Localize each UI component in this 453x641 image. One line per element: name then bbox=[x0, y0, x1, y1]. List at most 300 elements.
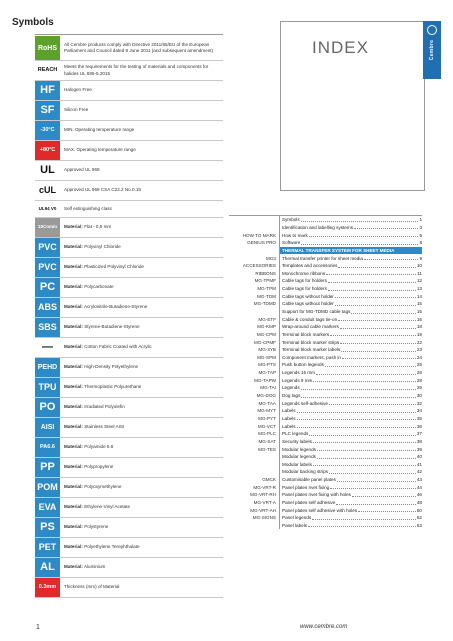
toc-row[interactable] bbox=[229, 277, 422, 285]
toc-title: Panel plates rivet fixing bbox=[282, 484, 330, 490]
toc-entry bbox=[279, 224, 422, 232]
toc-row[interactable] bbox=[229, 430, 422, 438]
symbol-description bbox=[60, 484, 223, 490]
symbol-description bbox=[60, 584, 223, 590]
toc-row[interactable] bbox=[229, 269, 422, 277]
toc-title: Terminal block marker strips bbox=[282, 339, 340, 345]
toc-entry bbox=[279, 392, 422, 400]
toc-page-number: 36 bbox=[416, 423, 422, 429]
toc-title: Panel plates self adhesive bbox=[282, 500, 336, 506]
symbol-badge: EVA bbox=[35, 498, 60, 517]
symbol-badge: SF bbox=[35, 101, 60, 120]
symbols-list bbox=[35, 36, 223, 598]
toc-row[interactable] bbox=[229, 239, 422, 247]
symbol-description bbox=[60, 147, 223, 153]
toc-row[interactable] bbox=[229, 331, 422, 339]
toc-page-number: 43 bbox=[416, 477, 422, 483]
toc-entry bbox=[279, 369, 422, 377]
table-of-contents bbox=[229, 215, 422, 529]
toc-row[interactable] bbox=[229, 461, 422, 469]
symbol-row bbox=[35, 378, 223, 398]
symbol-badge: ABS bbox=[35, 298, 60, 317]
symbol-text: Irradiated Polyolefin bbox=[84, 404, 125, 410]
toc-title: Identification and labelling systems bbox=[282, 224, 353, 230]
toc-entry bbox=[279, 354, 422, 362]
toc-page-number: 44 bbox=[416, 484, 422, 490]
toc-product-code: ACCESSORIES bbox=[242, 263, 276, 269]
toc-page-number: 23 bbox=[416, 347, 422, 353]
toc-leader-dots bbox=[330, 332, 416, 336]
toc-entry bbox=[279, 338, 422, 346]
toc-leader-dots bbox=[335, 302, 416, 306]
symbol-badge: PEHD bbox=[35, 358, 60, 377]
toc-entry bbox=[279, 506, 422, 514]
symbol-material-label: Material: bbox=[64, 344, 83, 350]
symbol-row bbox=[35, 358, 223, 378]
toc-row[interactable] bbox=[229, 224, 422, 232]
toc-entry bbox=[279, 269, 422, 277]
symbol-text: Ethylene-Vinyl Acetate bbox=[84, 504, 131, 510]
symbol-badge: AISI bbox=[35, 418, 60, 437]
toc-page-number: 50 bbox=[416, 507, 422, 513]
toc-entry bbox=[279, 231, 422, 239]
toc-row[interactable] bbox=[229, 315, 422, 323]
toc-title: Legends self-adhesive bbox=[282, 400, 328, 406]
symbol-text: Polyamide 6.6 bbox=[84, 444, 114, 450]
symbol-description bbox=[60, 504, 223, 510]
symbol-badge: REACH bbox=[35, 61, 60, 80]
toc-product-code: GMCK bbox=[262, 477, 276, 483]
toc-product-code: GENIUS PRO bbox=[247, 240, 276, 246]
toc-page-number: 39 bbox=[416, 446, 422, 452]
symbol-badge: PA6.6 bbox=[35, 438, 60, 457]
toc-leader-dots bbox=[338, 264, 415, 268]
toc-title: Modular labels bbox=[282, 461, 312, 467]
toc-page-number: 10 bbox=[416, 263, 422, 269]
toc-leader-dots bbox=[342, 355, 416, 359]
symbol-badge: PVC bbox=[35, 258, 60, 277]
toc-row[interactable] bbox=[229, 308, 422, 316]
toc-leader-dots bbox=[341, 348, 416, 352]
toc-title: Push button legends bbox=[282, 362, 324, 368]
toc-leader-dots bbox=[297, 409, 416, 413]
toc-product-code: MG-TES bbox=[258, 446, 276, 452]
toc-leader-dots bbox=[351, 310, 415, 314]
toc-product-code: MG-TDM bbox=[257, 293, 276, 299]
toc-title: Cable & conduit tags tie-on bbox=[282, 316, 338, 322]
toc-product-code: MG-TAA bbox=[258, 400, 276, 406]
toc-row[interactable] bbox=[229, 262, 422, 270]
symbol-material-label: Material: bbox=[64, 504, 83, 510]
toc-entry bbox=[279, 308, 422, 316]
toc-row[interactable] bbox=[229, 361, 422, 369]
symbol-text: Polyoxymethylene bbox=[84, 484, 122, 490]
toc-leader-dots bbox=[317, 455, 416, 459]
toc-leader-dots bbox=[309, 432, 416, 436]
symbol-row bbox=[35, 101, 223, 121]
symbol-badge: PVC bbox=[35, 238, 60, 257]
toc-row[interactable] bbox=[229, 407, 422, 415]
toc-title: Modular legends bbox=[282, 454, 316, 460]
symbol-badge: SBS bbox=[35, 318, 60, 337]
toc-row[interactable] bbox=[229, 392, 422, 400]
symbol-row bbox=[35, 318, 223, 338]
symbol-text: All Cembre products comply with Directive 2011/65/EU of the European Parliament and Council dated 8 June 2011 (and subsequent amendment) bbox=[64, 41, 214, 53]
toc-leader-dots bbox=[329, 470, 416, 474]
toc-entry bbox=[279, 384, 422, 392]
toc-product-code: MG-TDMD bbox=[253, 301, 276, 307]
toc-leader-dots bbox=[313, 378, 415, 382]
toc-leader-dots bbox=[330, 485, 416, 489]
symbol-row bbox=[35, 81, 223, 101]
toc-page-number: 18 bbox=[416, 324, 422, 330]
symbol-badge: +80°C bbox=[35, 141, 60, 160]
toc-title: Templates and accessories bbox=[282, 263, 338, 269]
symbol-text: MAX. Operating temperature range bbox=[64, 147, 136, 153]
toc-product-code: MG-DOG bbox=[256, 393, 276, 399]
symbol-row bbox=[35, 538, 223, 558]
symbol-row bbox=[35, 398, 223, 418]
symbol-description bbox=[60, 224, 223, 230]
symbol-row bbox=[35, 578, 223, 598]
toc-entry bbox=[279, 361, 422, 369]
symbol-row bbox=[35, 518, 223, 538]
toc-leader-dots bbox=[325, 363, 416, 367]
symbol-description bbox=[60, 444, 223, 450]
toc-row[interactable] bbox=[229, 491, 422, 499]
toc-entry bbox=[279, 292, 422, 300]
toc-page-number: 12 bbox=[416, 278, 422, 284]
toc-page-number: 3 bbox=[419, 224, 422, 230]
toc-leader-dots bbox=[354, 225, 418, 229]
toc-row[interactable] bbox=[229, 300, 422, 308]
symbol-row bbox=[35, 298, 223, 318]
toc-entry bbox=[279, 346, 422, 354]
toc-entry bbox=[279, 514, 422, 522]
symbol-description bbox=[60, 544, 223, 550]
symbol-material-label: Material: bbox=[64, 544, 83, 550]
symbol-text: Silicon Free bbox=[64, 107, 89, 113]
symbol-badge: AL bbox=[35, 558, 60, 577]
toc-page-number: 9 bbox=[419, 255, 422, 261]
toc-title: Customisable panel plates bbox=[282, 477, 336, 483]
symbol-text: MIN. Operating temperature range bbox=[64, 127, 135, 133]
toc-leader-dots bbox=[338, 317, 416, 321]
symbol-material-label: Material: bbox=[64, 464, 83, 470]
page-number: 1 bbox=[36, 624, 40, 631]
toc-leader-dots bbox=[358, 508, 416, 512]
toc-row[interactable] bbox=[229, 514, 422, 522]
toc-entry bbox=[279, 430, 422, 438]
toc-row[interactable] bbox=[229, 369, 422, 377]
toc-entry bbox=[279, 315, 422, 323]
toc-title: Labels bbox=[282, 423, 296, 429]
symbol-row bbox=[35, 121, 223, 141]
symbol-material-label: Material: bbox=[64, 304, 83, 310]
toc-title: Support for MG-TDMD cable tags bbox=[282, 309, 351, 314]
toc-leader-dots bbox=[312, 516, 416, 520]
toc-product-code: MG-SPM bbox=[257, 354, 276, 360]
toc-row[interactable] bbox=[229, 415, 422, 423]
toc-title: Legends bbox=[282, 385, 300, 391]
toc-leader-dots bbox=[313, 462, 416, 466]
toc-title: Dog tags bbox=[282, 393, 301, 399]
symbol-description bbox=[60, 304, 223, 310]
symbol-row bbox=[35, 558, 223, 578]
toc-row[interactable] bbox=[229, 506, 422, 514]
toc-row[interactable] bbox=[229, 231, 422, 239]
toc-page-number: 26 bbox=[416, 370, 422, 376]
toc-page-number: 38 bbox=[416, 438, 422, 444]
toc-leader-dots bbox=[313, 439, 416, 443]
symbol-text: Styrene-Butadiene-Styrene bbox=[84, 324, 140, 330]
toc-leader-dots bbox=[329, 401, 416, 405]
toc-leader-dots bbox=[297, 416, 416, 420]
toc-row[interactable] bbox=[229, 354, 422, 362]
toc-title: Security labels bbox=[282, 438, 312, 444]
toc-leader-dots bbox=[301, 241, 418, 245]
toc-row[interactable] bbox=[229, 445, 422, 453]
toc-title: Panel plates self adhesive with holes bbox=[282, 507, 358, 513]
toc-entry bbox=[279, 239, 422, 247]
toc-row[interactable] bbox=[229, 247, 422, 255]
toc-entry bbox=[279, 483, 422, 491]
toc-title: Terminal block markers bbox=[282, 331, 330, 337]
symbol-row bbox=[35, 258, 223, 278]
symbol-text: Thickness (mm) of Material bbox=[64, 584, 120, 590]
toc-product-code: MG-3YB bbox=[258, 347, 276, 353]
toc-product-code: MG-CPMF bbox=[254, 339, 276, 345]
symbol-description bbox=[60, 524, 223, 530]
symbol-badge: 0.3mm bbox=[35, 578, 60, 597]
symbol-description bbox=[60, 87, 223, 93]
toc-title: Component markers, push in bbox=[282, 354, 341, 360]
toc-page-number: 42 bbox=[416, 469, 422, 475]
symbol-description bbox=[60, 42, 223, 54]
toc-title: Wrap-around cable markers bbox=[282, 324, 339, 330]
symbol-description bbox=[60, 244, 223, 250]
toc-leader-dots bbox=[340, 340, 416, 344]
toc-page-number: 46 bbox=[416, 492, 422, 498]
toc-row[interactable] bbox=[229, 285, 422, 293]
symbol-row bbox=[35, 338, 223, 358]
symbol-badge: POM bbox=[35, 478, 60, 497]
toc-row[interactable] bbox=[229, 453, 422, 461]
toc-page-number: 1 bbox=[419, 217, 422, 223]
toc-title: Legends 15 mm bbox=[282, 370, 315, 376]
toc-row[interactable] bbox=[229, 323, 422, 331]
toc-product-code: MG-TAP bbox=[258, 370, 276, 376]
toc-entry bbox=[279, 262, 422, 270]
toc-title: PLC legends bbox=[282, 431, 309, 437]
symbol-badge: PS bbox=[35, 518, 60, 537]
symbol-description bbox=[60, 127, 223, 133]
symbol-material-label: Material: bbox=[64, 244, 83, 250]
symbol-text: Polyvinyl Chloride bbox=[84, 244, 121, 250]
symbol-badge: RoHS bbox=[35, 36, 60, 60]
toc-entry bbox=[279, 438, 422, 446]
toc-page-number: 16 bbox=[416, 316, 422, 322]
toc-row[interactable] bbox=[229, 438, 422, 446]
symbol-row bbox=[35, 478, 223, 498]
symbol-badge: PET bbox=[35, 538, 60, 557]
toc-product-code: MG-MYT bbox=[257, 408, 276, 414]
toc-row[interactable] bbox=[229, 254, 422, 262]
toc-leader-dots bbox=[309, 233, 419, 237]
toc-page-number: 41 bbox=[416, 461, 422, 467]
toc-title: How to mark bbox=[282, 232, 308, 238]
symbol-description bbox=[60, 364, 223, 370]
symbol-material-label: Material: bbox=[64, 324, 83, 330]
symbol-text: Acrylonitrile-Butadiene-Styrene bbox=[83, 304, 148, 310]
toc-title: Panel labels bbox=[282, 522, 308, 528]
toc-entry bbox=[279, 415, 422, 423]
symbol-text: Approved UL 969 bbox=[64, 167, 100, 173]
symbol-text: Flat - 0,5 mm bbox=[84, 224, 112, 230]
toc-title: Terminal block marker labels bbox=[282, 347, 341, 353]
brand-name: Cembre bbox=[429, 39, 435, 61]
toc-entry bbox=[279, 468, 422, 476]
toc-row[interactable] bbox=[229, 422, 422, 430]
toc-entry bbox=[279, 300, 422, 308]
symbol-text: Halogen Free bbox=[64, 87, 92, 93]
toc-product-code: MG-ETF bbox=[258, 316, 276, 322]
toc-leader-dots bbox=[301, 386, 416, 390]
toc-page-number: 37 bbox=[416, 431, 422, 437]
symbol-text: Meets the requirements for the testing of materials and components for halides UL 695-5.2015 bbox=[64, 64, 209, 76]
symbol-row bbox=[35, 161, 223, 181]
toc-product-code: MG-VRT-A bbox=[253, 500, 276, 506]
symbol-row bbox=[35, 61, 223, 81]
toc-row[interactable] bbox=[229, 522, 422, 530]
symbol-row bbox=[35, 181, 223, 201]
symbol-text: Plasticized Polyvinyl Chloride bbox=[84, 264, 144, 270]
toc-leader-dots bbox=[335, 294, 416, 298]
toc-row[interactable] bbox=[229, 346, 422, 354]
symbol-row bbox=[35, 141, 223, 161]
toc-page-number: 48 bbox=[416, 500, 422, 506]
toc-entry bbox=[279, 376, 422, 384]
toc-product-code: HOW TO MARK bbox=[242, 232, 276, 238]
symbol-description bbox=[60, 206, 223, 212]
symbol-row bbox=[35, 36, 223, 61]
toc-leader-dots bbox=[336, 501, 416, 505]
symbol-description bbox=[60, 64, 223, 76]
toc-leader-dots bbox=[328, 279, 416, 283]
symbol-material-label: Material: bbox=[64, 404, 83, 410]
toc-page-number: 15 bbox=[416, 309, 422, 314]
symbol-row bbox=[35, 278, 223, 298]
symbol-row bbox=[35, 458, 223, 478]
toc-product-code: MG-KMP bbox=[257, 324, 276, 330]
toc-entry bbox=[279, 331, 422, 339]
symbol-material-label: Material: bbox=[64, 524, 83, 530]
toc-page-number: 5 bbox=[419, 232, 422, 238]
symbol-material-label: Material: bbox=[64, 264, 83, 270]
toc-row[interactable] bbox=[229, 483, 422, 491]
symbol-description bbox=[60, 464, 223, 470]
symbol-material-label: Material: bbox=[64, 384, 83, 390]
symbol-text: Thermoplastic Polyurethane bbox=[84, 384, 142, 390]
toc-entry bbox=[279, 254, 422, 262]
symbol-badge: UL94 V0 bbox=[35, 201, 60, 217]
toc-page-number: 34 bbox=[416, 408, 422, 414]
symbol-badge: TPU bbox=[35, 378, 60, 397]
toc-title: Cable tags without holder bbox=[282, 293, 334, 299]
toc-page-number: 8 bbox=[419, 240, 422, 246]
symbol-row bbox=[35, 218, 223, 238]
toc-product-code: MG-VRT-R bbox=[253, 484, 276, 490]
toc-row[interactable] bbox=[229, 476, 422, 484]
toc-row[interactable] bbox=[229, 338, 422, 346]
symbol-row bbox=[35, 438, 223, 458]
toc-title: Labels bbox=[282, 408, 296, 414]
toc-leader-dots bbox=[316, 371, 416, 375]
index-title: INDEX bbox=[312, 38, 369, 57]
symbol-material-label: Material: bbox=[64, 484, 83, 490]
toc-page-number: 22 bbox=[416, 339, 422, 345]
toc-page-number: 25 bbox=[416, 362, 422, 368]
symbol-text: Approved UL 969 CSA C22.2 No.0.15 bbox=[64, 187, 141, 193]
symbol-row bbox=[35, 498, 223, 518]
symbol-badge: PP bbox=[35, 458, 60, 477]
toc-row[interactable] bbox=[229, 399, 422, 407]
toc-leader-dots bbox=[340, 325, 416, 329]
toc-leader-dots bbox=[317, 447, 416, 451]
toc-product-code: MG-VRT-RH bbox=[250, 492, 276, 498]
toc-page-number: 13 bbox=[416, 286, 422, 292]
toc-entry bbox=[279, 476, 422, 484]
toc-title: Panel plates rivet fixing with holes bbox=[282, 492, 351, 498]
toc-page-number: 30 bbox=[416, 393, 422, 399]
toc-title: Software bbox=[282, 240, 301, 246]
symbol-text: Polystyrene bbox=[84, 524, 109, 530]
toc-entry bbox=[279, 491, 422, 499]
toc-entry bbox=[279, 277, 422, 285]
toc-product-code: MG3 bbox=[266, 255, 276, 261]
toc-entry bbox=[279, 422, 422, 430]
toc-page-number: 14 bbox=[416, 293, 422, 299]
toc-leader-dots bbox=[308, 523, 416, 527]
toc-row[interactable] bbox=[229, 384, 422, 392]
symbol-description bbox=[60, 404, 223, 410]
toc-page-number: 40 bbox=[416, 454, 422, 460]
toc-page-number: 28 bbox=[416, 377, 422, 383]
toc-title: Modular backing strips bbox=[282, 469, 328, 475]
symbol-badge: 15Comm bbox=[35, 218, 60, 237]
toc-product-code: MG-SAT bbox=[258, 438, 276, 444]
toc-title: Legends 9 mm bbox=[282, 377, 313, 383]
symbol-description bbox=[60, 264, 223, 270]
toc-product-code: MG-TPM bbox=[257, 286, 276, 292]
symbol-badge: cUL bbox=[35, 181, 60, 200]
symbol-text: Stainless Steel AISI bbox=[84, 424, 125, 430]
symbols-title: Symbols bbox=[12, 17, 54, 28]
toc-row[interactable] bbox=[229, 292, 422, 300]
symbol-material-label: Material: bbox=[64, 284, 83, 290]
toc-leader-dots bbox=[364, 256, 419, 260]
symbol-description bbox=[60, 424, 223, 430]
toc-row[interactable] bbox=[229, 499, 422, 507]
toc-title: Cable tags for holders bbox=[282, 278, 327, 284]
toc-title: Monochrome ribbons bbox=[282, 270, 326, 276]
toc-row[interactable] bbox=[229, 216, 422, 224]
toc-row[interactable] bbox=[229, 468, 422, 476]
toc-entry bbox=[279, 247, 422, 255]
toc-row[interactable] bbox=[229, 376, 422, 384]
toc-entry bbox=[279, 216, 422, 224]
toc-leader-dots bbox=[352, 493, 416, 497]
